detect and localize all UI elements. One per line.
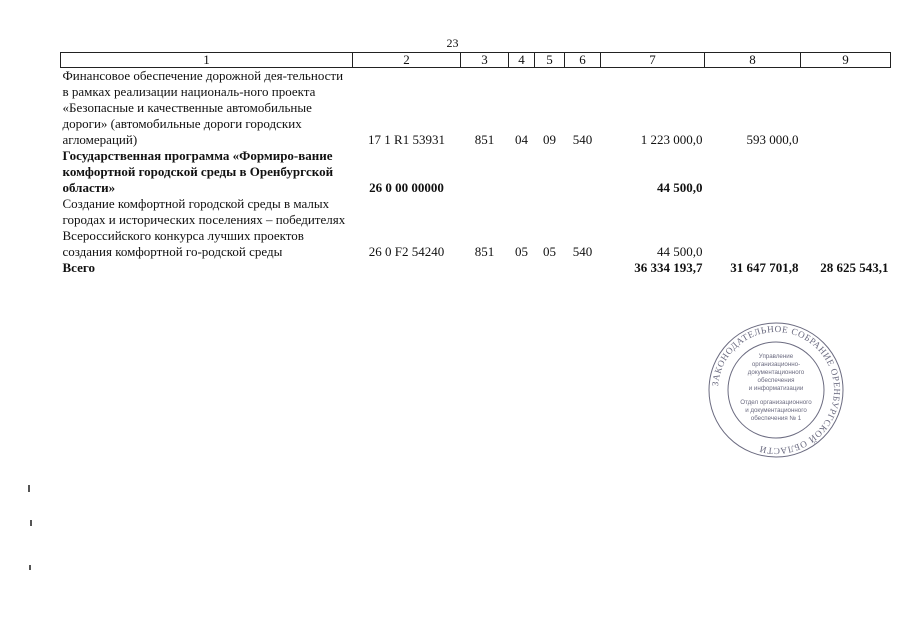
row-section: 05 <box>515 244 528 259</box>
stamp-inner-line: обеспечения <box>757 377 795 384</box>
row-ministry: 851 <box>474 132 495 147</box>
row-expense-type <box>565 148 601 196</box>
row-section <box>509 148 535 196</box>
scan-mark <box>29 565 31 570</box>
scan-mark <box>30 520 32 526</box>
total-amount-3: 28 625 543,1 <box>820 260 889 275</box>
column-header: 8 <box>705 53 801 68</box>
stamp-inner-line: Управление <box>758 353 794 360</box>
column-header: 6 <box>565 53 601 68</box>
page-number: 23 <box>446 36 459 50</box>
column-header: 1 <box>61 53 353 68</box>
row-amount-1: 44 500,0 <box>657 180 703 195</box>
column-header: 4 <box>509 53 535 68</box>
row-expense-type: 540 <box>572 244 593 259</box>
row-section: 04 <box>515 132 528 147</box>
row-name: Государственная программа «Формиро-вание комфортной городской среды в Оренбургской области» <box>62 148 334 195</box>
total-row <box>61 260 891 276</box>
row-name: Создание комфортной городской среды в малых городах и исторических поселениях – победителях Всероссийского конкурса лучших проектов создания комфортной го-родской среды <box>62 196 346 259</box>
column-header: 9 <box>801 53 891 68</box>
row-amount-1: 1 223 000,0 <box>640 132 703 147</box>
column-header: 7 <box>601 53 705 68</box>
stamp-inner-line: и документационного <box>745 407 807 414</box>
row-ministry <box>461 148 509 196</box>
row-amount-2 <box>705 148 801 196</box>
row-amount-1: 44 500,0 <box>657 244 703 259</box>
stamp-inner-line: организационно- <box>751 361 801 368</box>
row-ministry: 851 <box>474 244 495 259</box>
stamp-inner-line: документационного <box>747 369 805 376</box>
table-row <box>61 148 891 196</box>
table-row <box>61 68 891 149</box>
table-row <box>61 196 891 260</box>
row-subsection: 09 <box>543 132 556 147</box>
stamp-inner-line: Отдел организационного <box>740 399 812 406</box>
stamp-inner-line: и информатизации <box>748 385 804 392</box>
total-label: Всего <box>62 260 95 275</box>
row-code: 26 0 00 00000 <box>369 180 444 195</box>
column-header: 2 <box>353 53 461 68</box>
row-expense-type: 540 <box>572 132 593 147</box>
scan-mark <box>28 485 30 492</box>
column-header: 5 <box>535 53 565 68</box>
row-amount-3 <box>801 196 891 260</box>
total-amount-2: 31 647 701,8 <box>730 260 799 275</box>
row-name: Финансовое обеспечение дорожной дея-тельности в рамках реализации националь-ного проекта «Безопасные и качественные автомобильные дороги» (автомобильные дороги городских агломераций) <box>62 68 344 147</box>
row-subsection: 05 <box>543 244 556 259</box>
row-subsection <box>535 148 565 196</box>
stamp-ring-text: ЗАКОНОДАТЕЛЬНОЕ СОБРАНИЕ ОРЕНБУРГСКОЙ ОБЛАСТИ <box>710 323 843 457</box>
row-amount-3 <box>801 68 891 149</box>
column-header-row <box>61 53 891 68</box>
row-amount-2: 593 000,0 <box>746 132 799 147</box>
column-header: 3 <box>461 53 509 68</box>
total-amount-1: 36 334 193,7 <box>634 260 703 275</box>
stamp-inner-line: обеспечения № 1 <box>750 415 802 422</box>
row-code: 17 1 R1 53931 <box>368 132 445 147</box>
budget-table <box>60 52 891 276</box>
row-code: 26 0 F2 54240 <box>368 244 445 259</box>
row-amount-3 <box>801 148 891 196</box>
official-stamp <box>706 320 846 460</box>
row-amount-2 <box>705 196 801 260</box>
